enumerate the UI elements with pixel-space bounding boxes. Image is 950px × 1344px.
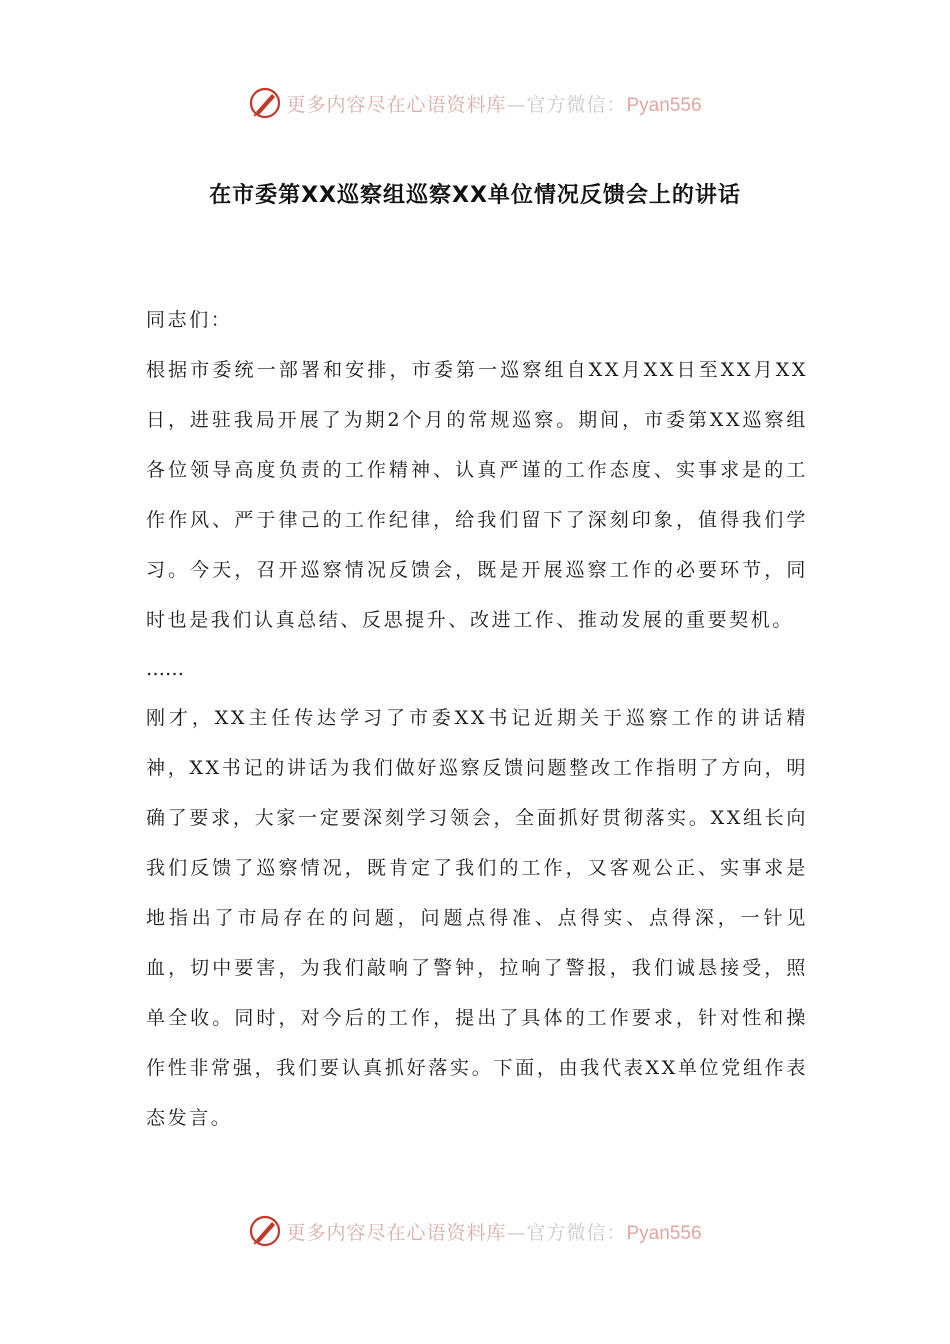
paragraph-2: 刚才，XX主任传达学习了市委XX书记近期关于巡察工作的讲话精神，XX书记的讲话为我们做好巡察反馈问题整改工作指明了方向，明确了要求，大家一定要深刻学习领会，全面抓好贯彻落实。XX组长向我们反馈了巡察情况，既肯定了我们的工作，又客观公正、实事求是地指出了市局存在的问题，问题点得准、点得实、点得深，一针见血，切中要害，为我们敲响了警钟，拉响了警报，我们诚恳接受，照单全收。同时，对今后的工作，提出了具体的工作要求，针对性和操作性非常强，我们要认真抓好落实。下面，由我代表XX单位党组作表态发言。 <box>146 707 808 1129</box>
document-body <box>146 295 808 1143</box>
document-title: 在市委第XX巡察组巡察XX单位情况反馈会上的讲话 <box>209 183 741 208</box>
watermark-dash: — <box>506 1221 527 1244</box>
watermark-wechat-label: 官方微信： <box>526 93 627 116</box>
watermark-slogan: 更多内容尽在心语资料库 <box>286 1221 507 1244</box>
paragraph-1: 根据市委统一部署和安排，市委第一巡察组自XX月XX日至XX月XX日，进驻我局开展了为期2个月的常规巡察。期间，市委第XX巡察组各位领导高度负责的工作精神、认真严谨的工作态度、实事求是的工作作风、严于律己的工作纪律，给我们留下了深刻印象，值得我们学习。今天，召开巡察情况反馈会，既是开展巡察工作的必要环节，同时也是我们认真总结、反思提升、改进工作、推动发展的重要契机。 <box>146 359 808 631</box>
salutation: 同志们： <box>146 309 233 331</box>
watermark-wechat-id: Pyan556 <box>626 1222 702 1244</box>
pen-circle-icon <box>248 86 282 120</box>
watermark-dash: — <box>506 93 527 116</box>
watermark-text <box>286 1218 701 1245</box>
paragraph-ellipsis: …… <box>146 658 184 680</box>
watermark-wechat-label: 官方微信： <box>526 1221 627 1244</box>
watermark-slogan: 更多内容尽在心语资料库 <box>286 93 507 116</box>
watermark-footer <box>0 1211 950 1251</box>
watermark-header <box>0 83 950 123</box>
watermark-text <box>286 90 701 117</box>
pen-circle-icon <box>248 1214 282 1248</box>
watermark-wechat-id: Pyan556 <box>626 94 702 116</box>
